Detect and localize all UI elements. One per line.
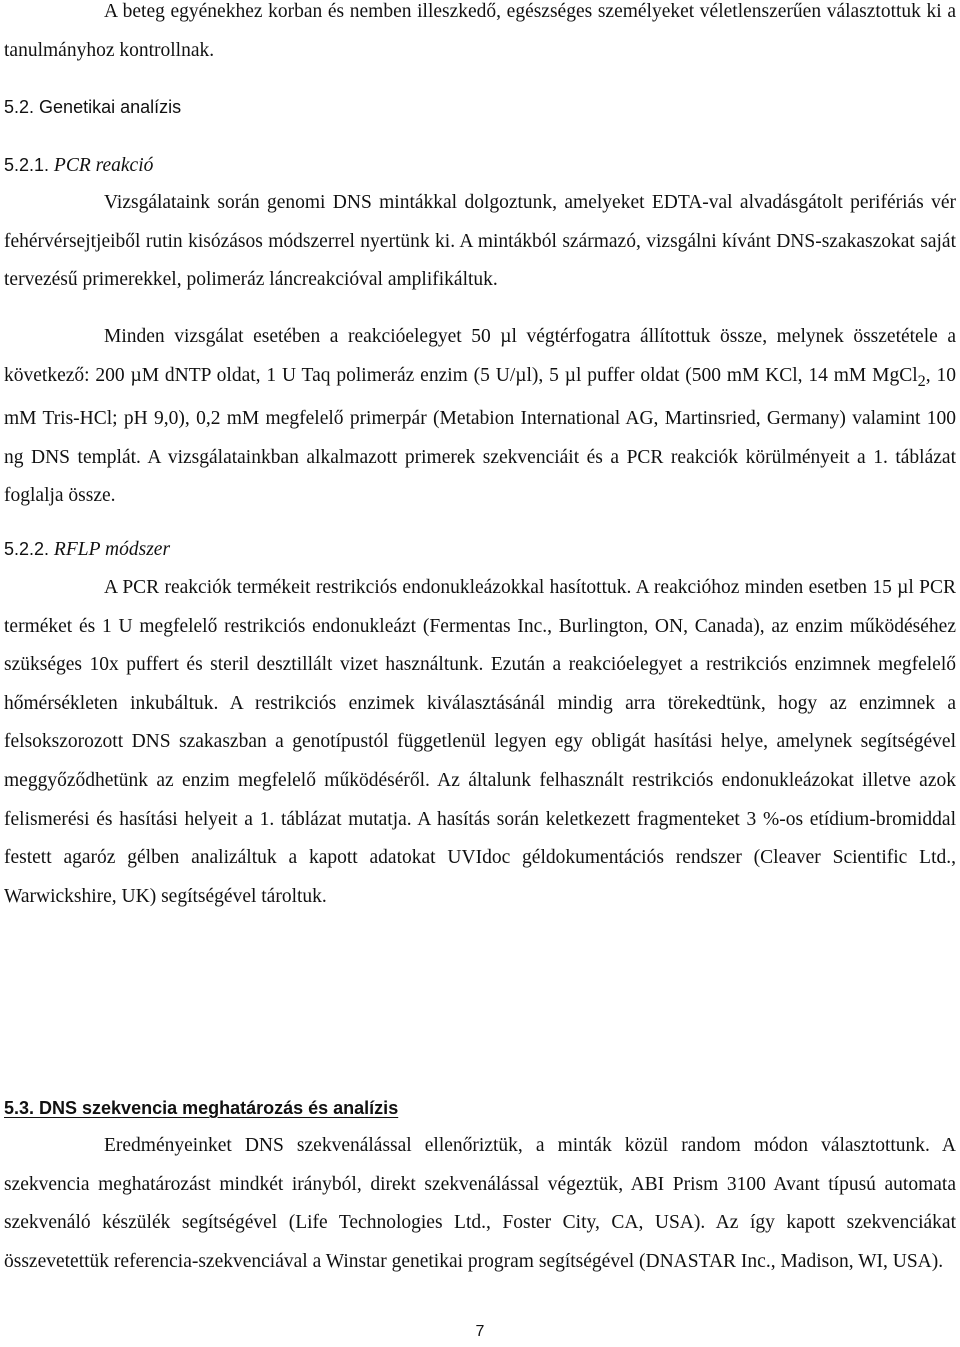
section-5-2-number: 5.2. bbox=[4, 97, 35, 117]
pcr-paragraph-2-part-a: Minden vizsgálat esetében a reakcióelegyet 50 µl végtérfogatra állítottuk össze, melynek összetétele a következő: 200 µM dNTP oldat, 1 U Taq polimeráz enzim (5 U/µl), 5 µl puffer oldat (500 mM KCl, 14 mM MgCl bbox=[4, 326, 956, 386]
section-5-2-2-heading bbox=[4, 530, 170, 570]
section-5-2-2-title: RFLP módszer bbox=[53, 539, 171, 560]
section-5-2-heading bbox=[4, 88, 181, 127]
pcr-paragraph-2-part-b: , 10 mM Tris-HCl; pH 9,0), 0,2 mM megfelelő primerpár (Metabion International AG, Martinsried, Germany) valamint 100 ng DNS templát. A vizsgálatainkban alkalmazott primerek szekvenciáit és a PCR reakciók körülményeit a 1. táblázat foglalja össze. bbox=[4, 364, 956, 507]
pcr-paragraph-1: Vizsgálataink során genomi DNS mintákkal dolgoztunk, amelyeket EDTA-val alvadásgátolt perifériás vér fehérvérsejtjeiből rutin kisózásos módszerrel nyertünk ki. A mintákból származó, vizsgálni kívánt DNS-szakaszokat saját tervezésű primerekkel, polimeráz láncreakcióval amplifikáltuk. bbox=[4, 192, 956, 291]
sequencing-paragraph: Eredményeinket DNS szekvenálással ellenőriztük, a minták közül random módon választottunk. A szekvencia meghatározást mindkét irányból, direkt szekvenálással végeztük, ABI Prism 3100 Avant típusú automata szekvenáló készülék segítségével (Life Technologies Ltd., Foster City, CA, USA). Az így kapott szekvenciákat összevetettük referencia-szekvenciával a Winstar genetikai program segítségével (DNASTAR Inc., Madison, WI, USA). bbox=[4, 1135, 956, 1272]
section-5-2-title: Genetikai analízis bbox=[39, 97, 182, 117]
pcr-paragraph-2-subscript: 2 bbox=[917, 371, 926, 390]
section-5-2-1-heading bbox=[4, 146, 153, 186]
section-5-2-1-title: PCR reakció bbox=[53, 155, 154, 176]
intro-paragraph: A beteg egyénekhez korban és nemben illeszkedő, egészséges személyeket véletlenszerűen választottuk ki a tanulmányhoz kontrollnak. bbox=[4, 1, 956, 61]
section-5-3-heading bbox=[4, 1089, 398, 1128]
section-5-3-title: 5.3. DNS szekvencia meghatározás és analízis bbox=[4, 1098, 399, 1118]
section-5-2-1-number: 5.2.1. bbox=[4, 155, 50, 175]
section-5-2-2-number: 5.2.2. bbox=[4, 539, 50, 559]
pcr-paragraph-2 bbox=[4, 318, 956, 516]
rflp-paragraph: A PCR reakciók termékeit restrikciós endonukleázokkal hasítottuk. A reakcióhoz minden esetben 15 µl PCR terméket és 1 U megfelelő restrikciós endonukleázt (Fermentas Inc., Burlington, ON, Canada), az enzim működéséhez szükséges 10x puffert és steril desztillált vizet használtunk. Ezután a reakcióelegyet a restrikciós enzimnek megfelelő hőmérsékleten inkubáltuk. A restrikciós enzimek kiválasztásánál mindig arra törekedtünk, hogy az enzimnek a felsokszorozott DNS szakaszban a genotípustól függetlenül legyen egy obligát hasítási helye, amelynek segítségével meggyőződhetünk az enzim megfelelő működéséről. Az általunk felhasznált restrikciós endonukleázokat illetve azok felismerési és hasítási helyeit a 1. táblázat mutatja. A hasítás során keletkezett fragmenteket 3 %-os etídium-bromiddal festett agaróz gélben analizáltuk a kapott adatokat UVIdoc géldokumentációs rendszer (Cleaver Scientific Ltd., Warwickshire, UK) segítségével tároltuk. bbox=[4, 577, 956, 907]
page-number: 7 bbox=[475, 1323, 485, 1340]
